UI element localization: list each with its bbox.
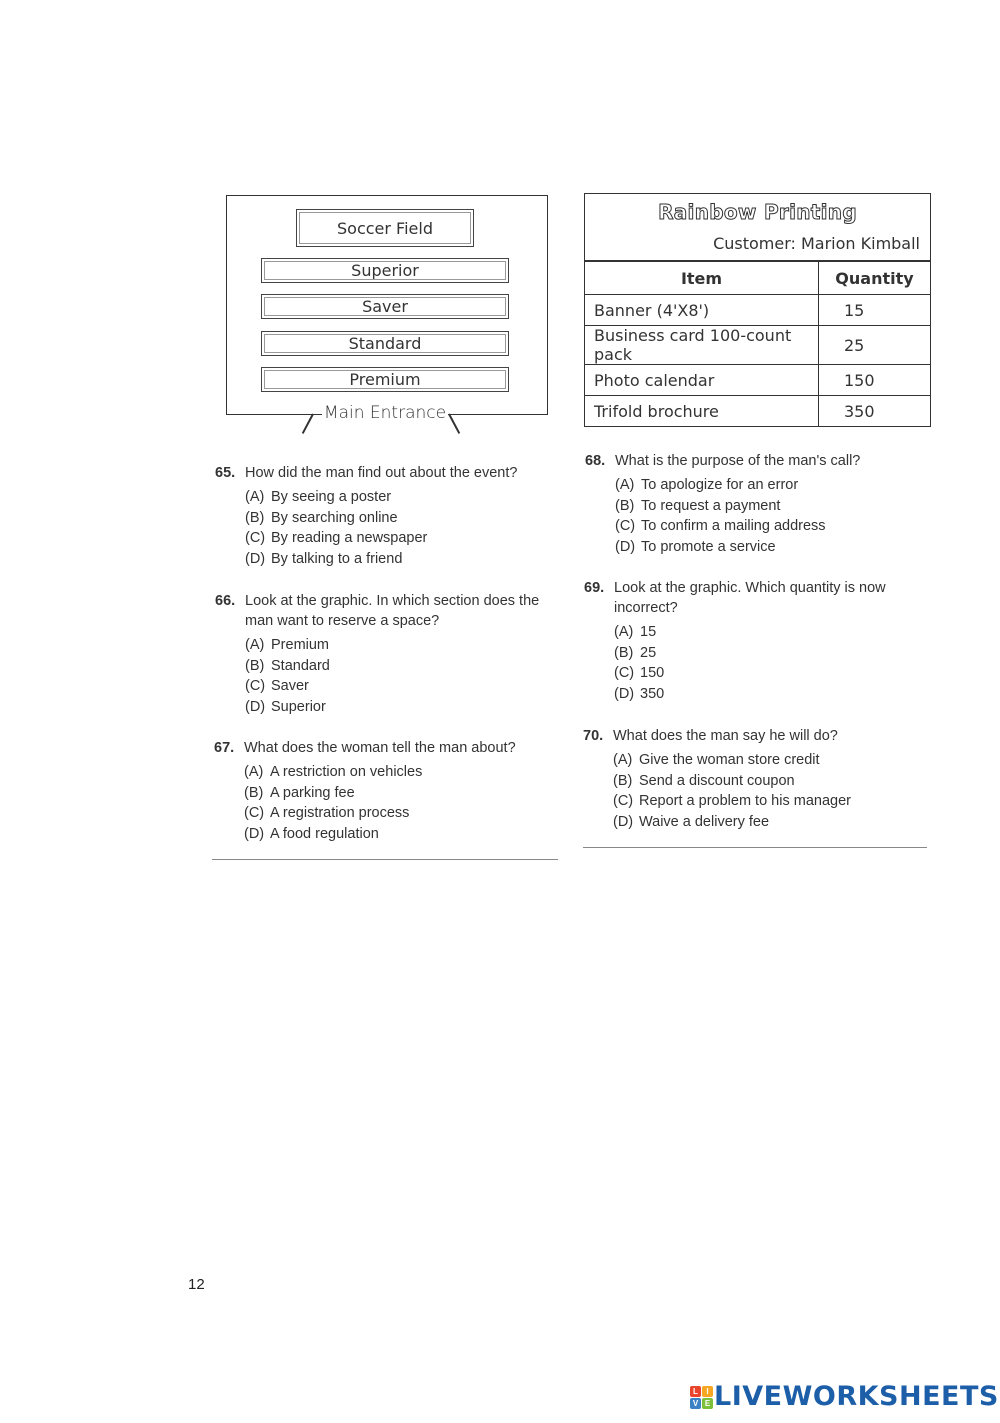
invoice-grid [585,260,930,426]
option-letter: (A) [245,637,265,653]
option-text: To apologize for an error [641,477,799,493]
option-text: 15 [640,624,657,640]
answer-option[interactable] [614,684,929,705]
logo-tiles-icon [690,1386,714,1410]
quantity-cell: 350 [819,396,931,427]
option-letter: (A) [614,624,634,640]
answer-option[interactable] [614,663,929,684]
map-section-saver: Saver [261,294,509,319]
option-text: Superior [271,698,326,715]
option-letter: (D) [245,698,266,715]
table-row [585,396,930,427]
option-letter: (B) [613,772,633,789]
divider-left [212,859,558,860]
question-text: Look at the graphic. In which section does the man want to reserve a space? [245,593,540,629]
gate-left-mark [302,414,314,434]
option-text: 350 [640,685,665,702]
option-letter: (A) [245,489,265,505]
option-text: Waive a delivery fee [639,813,770,830]
option-letter: (C) [613,793,634,810]
option-text: A registration process [270,805,410,822]
answer-option[interactable] [245,635,560,656]
item-cell: Trifold brochure [585,396,819,427]
table-row [585,295,930,326]
option-letter: (C) [615,518,636,535]
question-stem [583,726,928,746]
answer-options [613,750,928,832]
option-text: 150 [640,665,665,682]
option-letter: (B) [615,497,635,514]
question-stem [215,463,560,483]
option-text: By talking to a friend [271,550,403,567]
option-letter: (D) [614,685,635,702]
answer-option[interactable] [245,487,560,508]
question-text: What is the purpose of the man's call? [615,453,861,469]
question-stem [585,451,930,471]
option-letter: (C) [244,805,265,822]
map-wall-left [226,414,322,415]
answer-option[interactable] [244,803,559,824]
answer-option[interactable] [615,496,930,517]
answer-option[interactable] [244,783,559,804]
option-letter: (C) [614,665,635,682]
item-cell: Banner (4'X8') [585,295,819,326]
option-text: Give the woman store credit [639,752,820,768]
quantity-cell: 150 [819,365,931,396]
option-text: By seeing a poster [271,489,392,505]
option-letter: (C) [245,678,266,695]
map-section-standard: Standard [261,331,509,356]
answer-option[interactable] [615,516,930,537]
question-66 [215,591,560,717]
logo-tile: E [702,1398,713,1409]
option-text: Saver [271,678,309,695]
answer-option[interactable] [245,676,560,697]
answer-option[interactable] [613,750,928,771]
question-text: What does the woman tell the man about? [244,740,516,756]
quantity-cell: 25 [819,326,931,365]
answer-options [245,635,560,717]
option-text: A food regulation [270,825,379,842]
question-number: 65. [215,465,236,481]
main-entrance-label: Main Entrance [323,403,447,423]
question-stem [215,591,560,631]
question-67 [214,738,559,844]
logo-tile: L [690,1386,701,1397]
option-letter: (A) [244,764,264,780]
option-letter: (B) [245,657,265,674]
question-number: 68. [585,453,606,469]
question-number: 66. [215,593,236,609]
option-letter: (C) [245,530,266,547]
logo-tile: I [702,1386,713,1397]
map-section-premium: Premium [261,367,509,392]
gate-right-mark [448,414,460,434]
option-letter: (B) [614,644,634,661]
answer-option[interactable] [614,643,929,664]
option-text: Premium [271,637,330,653]
answer-options [245,487,560,569]
logo-tile: V [690,1398,701,1409]
answer-option[interactable] [615,537,930,558]
question-number: 69. [584,580,605,596]
question-stem [584,578,929,618]
answer-option[interactable] [245,508,560,529]
option-text: To confirm a mailing address [641,518,826,535]
option-letter: (B) [245,509,265,526]
question-stem [214,738,559,758]
option-letter: (D) [615,538,636,555]
option-text: Standard [271,657,330,674]
invoice-header-row [585,261,930,295]
question-68 [585,451,930,557]
item-cell: Business card 100-count pack [585,326,819,365]
option-letter: (D) [613,813,634,830]
option-letter: (D) [244,825,265,842]
answer-option[interactable] [613,812,928,833]
table-row [585,365,930,396]
answer-option[interactable] [614,622,929,643]
page-number: 12 [188,1276,205,1293]
question-text: What does the man say he will do? [613,728,838,744]
question-65 [215,463,560,569]
parking-map [226,195,548,440]
answer-option[interactable] [244,762,559,783]
answer-options [614,622,929,704]
invoice-customer: Customer: Marion Kimball [713,234,920,253]
table-row [585,326,930,365]
option-text: By searching online [271,509,398,526]
answer-option[interactable] [613,771,928,792]
option-text: 25 [640,644,657,661]
invoice-table [584,193,931,427]
option-letter: (A) [615,477,635,493]
answer-option[interactable] [245,656,560,677]
question-text: Look at the graphic. Which quantity is now incorrect? [614,580,886,616]
question-number: 67. [214,740,235,756]
answer-options [244,762,559,844]
option-letter: (D) [245,550,266,567]
map-section-superior: Superior [261,258,509,283]
divider-right [583,847,927,848]
option-text: By reading a newspaper [271,530,428,547]
question-text: How did the man find out about the event? [245,465,518,481]
header-quantity: Quantity [819,261,931,295]
question-70 [583,726,928,832]
answer-option[interactable] [613,791,928,812]
answer-option[interactable] [615,475,930,496]
option-text: A parking fee [270,784,355,801]
option-text: Send a discount coupon [639,772,795,789]
map-wall-right [448,414,548,415]
answer-options [615,475,930,557]
item-cell: Photo calendar [585,365,819,396]
option-letter: (B) [244,784,264,801]
header-item: Item [585,261,819,295]
option-text: To promote a service [641,538,776,555]
quantity-cell: 15 [819,295,931,326]
invoice-title: Rainbow Printing [658,200,857,224]
brand-name: LIVEWORKSHEETS [714,1381,999,1412]
answer-option[interactable] [245,528,560,549]
option-text: A restriction on vehicles [270,764,423,780]
option-text: Report a problem to his manager [639,793,851,810]
map-section-soccer-field: Soccer Field [296,209,474,247]
option-letter: (A) [613,752,633,768]
question-number: 70. [583,728,604,744]
answer-option[interactable] [245,697,560,718]
answer-option[interactable] [245,549,560,570]
question-69 [584,578,929,704]
answer-option[interactable] [244,824,559,845]
option-text: To request a payment [641,497,781,514]
